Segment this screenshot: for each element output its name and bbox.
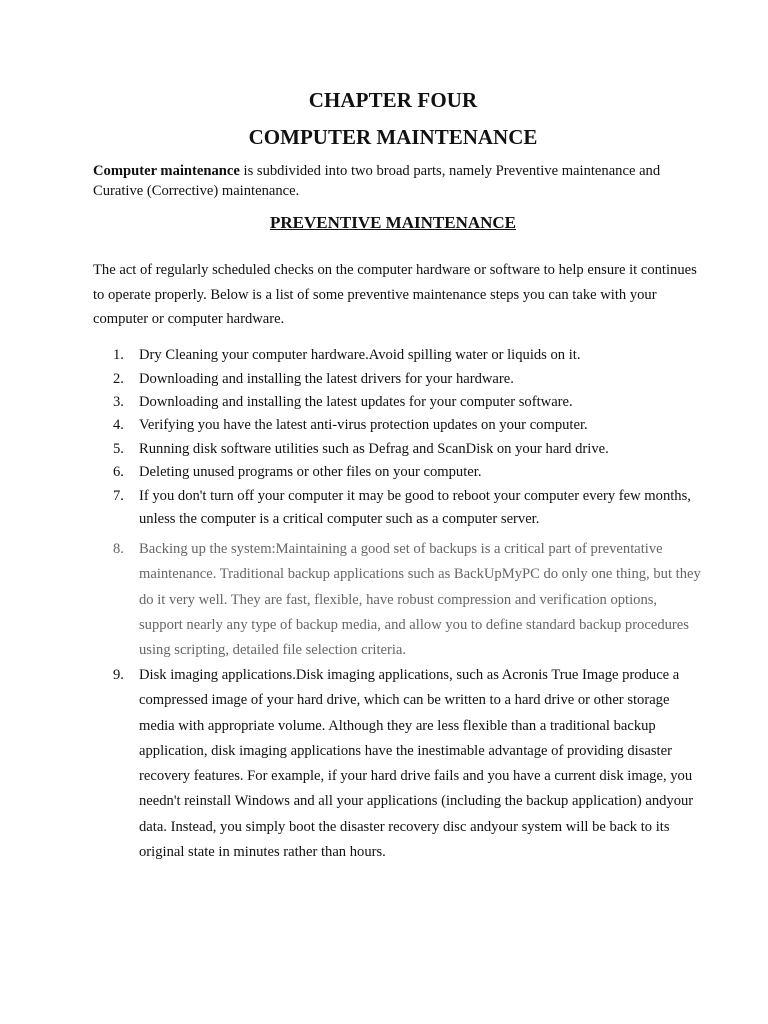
list-item-text: Verifying you have the latest anti-virus protection updates on your computer. <box>139 417 588 433</box>
list-item-text: Downloading and installing the latest updates for your computer software. <box>139 394 573 410</box>
list-item-number: 7. <box>113 488 124 504</box>
list-item-number: 9. <box>113 667 124 683</box>
list-item-number: 1. <box>113 347 124 363</box>
list-item-number: 8. <box>113 541 124 557</box>
list-item-text: If you don't turn off your computer it may be good to reboot your computer every few months, unless the computer is a critical computer such as a computer server. <box>139 488 691 527</box>
chapter-title: CHAPTER FOUR <box>308 88 478 112</box>
list-item-number: 4. <box>113 417 124 433</box>
section-heading: PREVENTIVE MAINTENANCE <box>269 213 517 232</box>
list-item-text: Dry Cleaning your computer hardware.Avoid spilling water or liquids on it. <box>139 347 581 363</box>
body-paragraph: The act of regularly scheduled checks on the computer hardware or software to help ensure it continues to operate properly. Below is a list of some preventive maintenance steps you can take with your computer or computer hardware. <box>93 262 697 328</box>
list-item-number: 2. <box>113 371 124 387</box>
list-item-number: 5. <box>113 441 124 457</box>
list-item-text: Disk imaging applications.Disk imaging applications, such as Acronis True Image produce a compressed image of your hard drive, which can be written to a hard drive or other storage media with appropriate volume. Although they are less flexible than a traditional backup application, disk imaging applications have the inestimable advantage of providing disaster recovery features. For example, if your hard drive fails and you have a current disk image, you needn't reinstall Windows and all your applications (including the backup application) andyour data. Instead, you simply boot the disaster recovery disc andyour system will be back to its original state in minutes rather than hours. <box>139 667 694 861</box>
list-item-text: Running disk software utilities such as Defrag and ScanDisk on your hard drive. <box>139 441 609 457</box>
list-item-text: Downloading and installing the latest drivers for your hardware. <box>139 371 514 387</box>
list-item-text: Backing up the system:Maintaining a good set of backups is a critical part of preventative maintenance. Traditional backup applications such as BackUpMyPC do only one thing, but they do it very well. They are fast, flexible, have robust compression and verification options, support nearly any type of backup media, and allow you to define standard backup procedures using scripting, detailed file selection criteria. <box>139 541 701 659</box>
intro-bold-lead: Computer maintenance <box>93 163 240 179</box>
intro-paragraph <box>93 161 693 201</box>
list-item-number: 6. <box>113 464 124 480</box>
chapter-subtitle: COMPUTER MAINTENANCE <box>248 125 538 149</box>
list-item-text: Deleting unused programs or other files on your computer. <box>139 464 482 480</box>
intro-rest: is subdivided into two broad parts, namely Preventive maintenance and Curative (Corrective) maintenance. <box>93 163 661 199</box>
list-item-number: 3. <box>113 394 124 410</box>
